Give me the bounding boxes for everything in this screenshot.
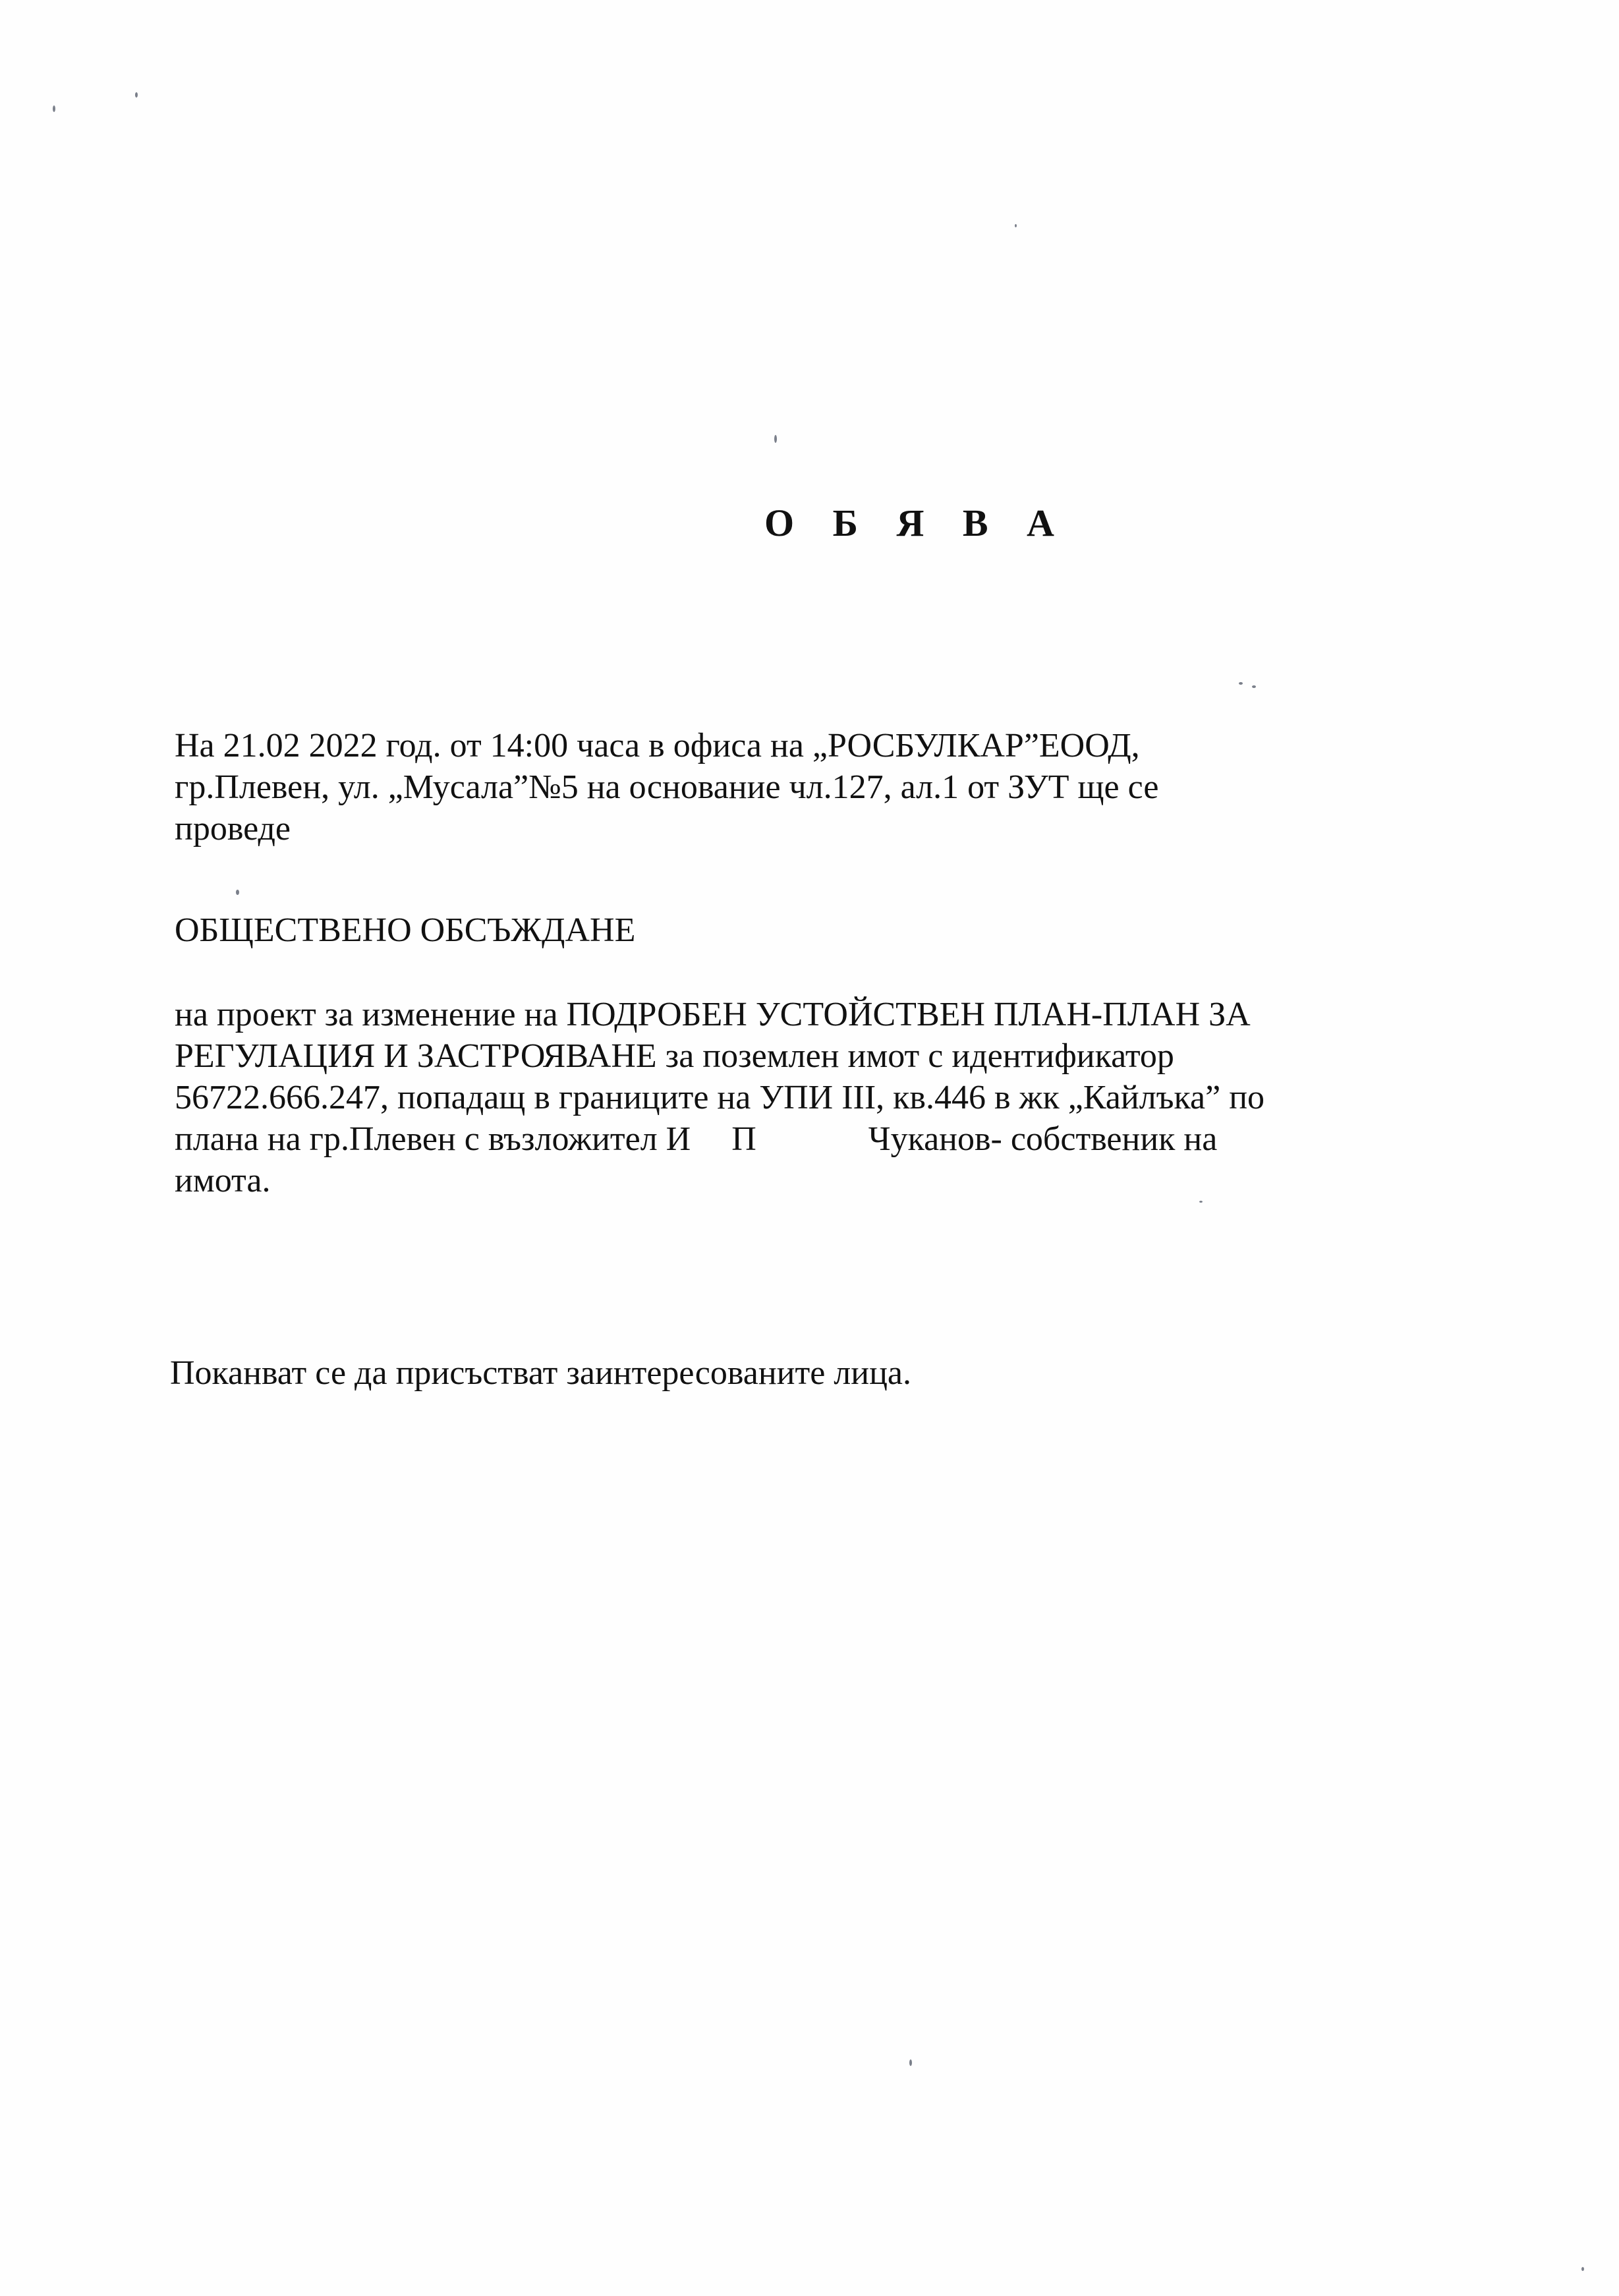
paragraph-line: имота. <box>175 1162 271 1199</box>
paragraph-line: 56722.666.247, попадащ в границите на УПИ III, кв.446 в жк „Кайлъка” по <box>175 1079 1265 1116</box>
redacted-text-start: плана на гр.Плевен с възложител И <box>175 1120 691 1158</box>
scan-speck <box>135 92 138 98</box>
discussion-heading: ОБЩЕСТВЕНО ОБСЪЖДАНЕ <box>175 911 636 949</box>
scan-speck <box>1581 2267 1584 2271</box>
scan-speck <box>1252 685 1256 688</box>
scan-speck <box>1015 224 1017 227</box>
scan-speck <box>236 890 239 895</box>
document-title: О Б Я В А <box>764 502 1069 544</box>
closing-sentence: Поканват се да присъстват заинтересованите лица. <box>170 1354 911 1392</box>
paragraph-line: гр.Плевен, ул. „Мусала”№5 на основание чл.127, ал.1 от ЗУТ ще се <box>175 768 1159 806</box>
scan-speck <box>53 105 55 112</box>
redacted-text-end: Чуканов- собственик на <box>868 1120 1218 1158</box>
paragraph-line: на проект за изменение на ПОДРОБЕН УСТОЙСТВЕН ПЛАН-ПЛАН ЗА <box>175 996 1251 1033</box>
paragraph-line <box>175 1118 1264 1160</box>
paragraph-line: На 21.02 2022 год. от 14:00 часа в офиса на „РОСБУЛКАР”ЕООД, <box>175 727 1140 764</box>
project-paragraph <box>175 994 1264 1201</box>
announcement-paragraph <box>175 725 1158 849</box>
redacted-text-mid: П <box>731 1120 756 1158</box>
scan-speck <box>774 435 777 443</box>
scan-speck <box>1239 682 1243 685</box>
paragraph-line: РЕГУЛАЦИЯ И ЗАСТРОЯВАНЕ за поземлен имот с идентификатор <box>175 1037 1174 1075</box>
paragraph-line: проведе <box>175 810 291 847</box>
scan-speck <box>909 2059 912 2066</box>
scan-speck <box>1199 1201 1203 1203</box>
